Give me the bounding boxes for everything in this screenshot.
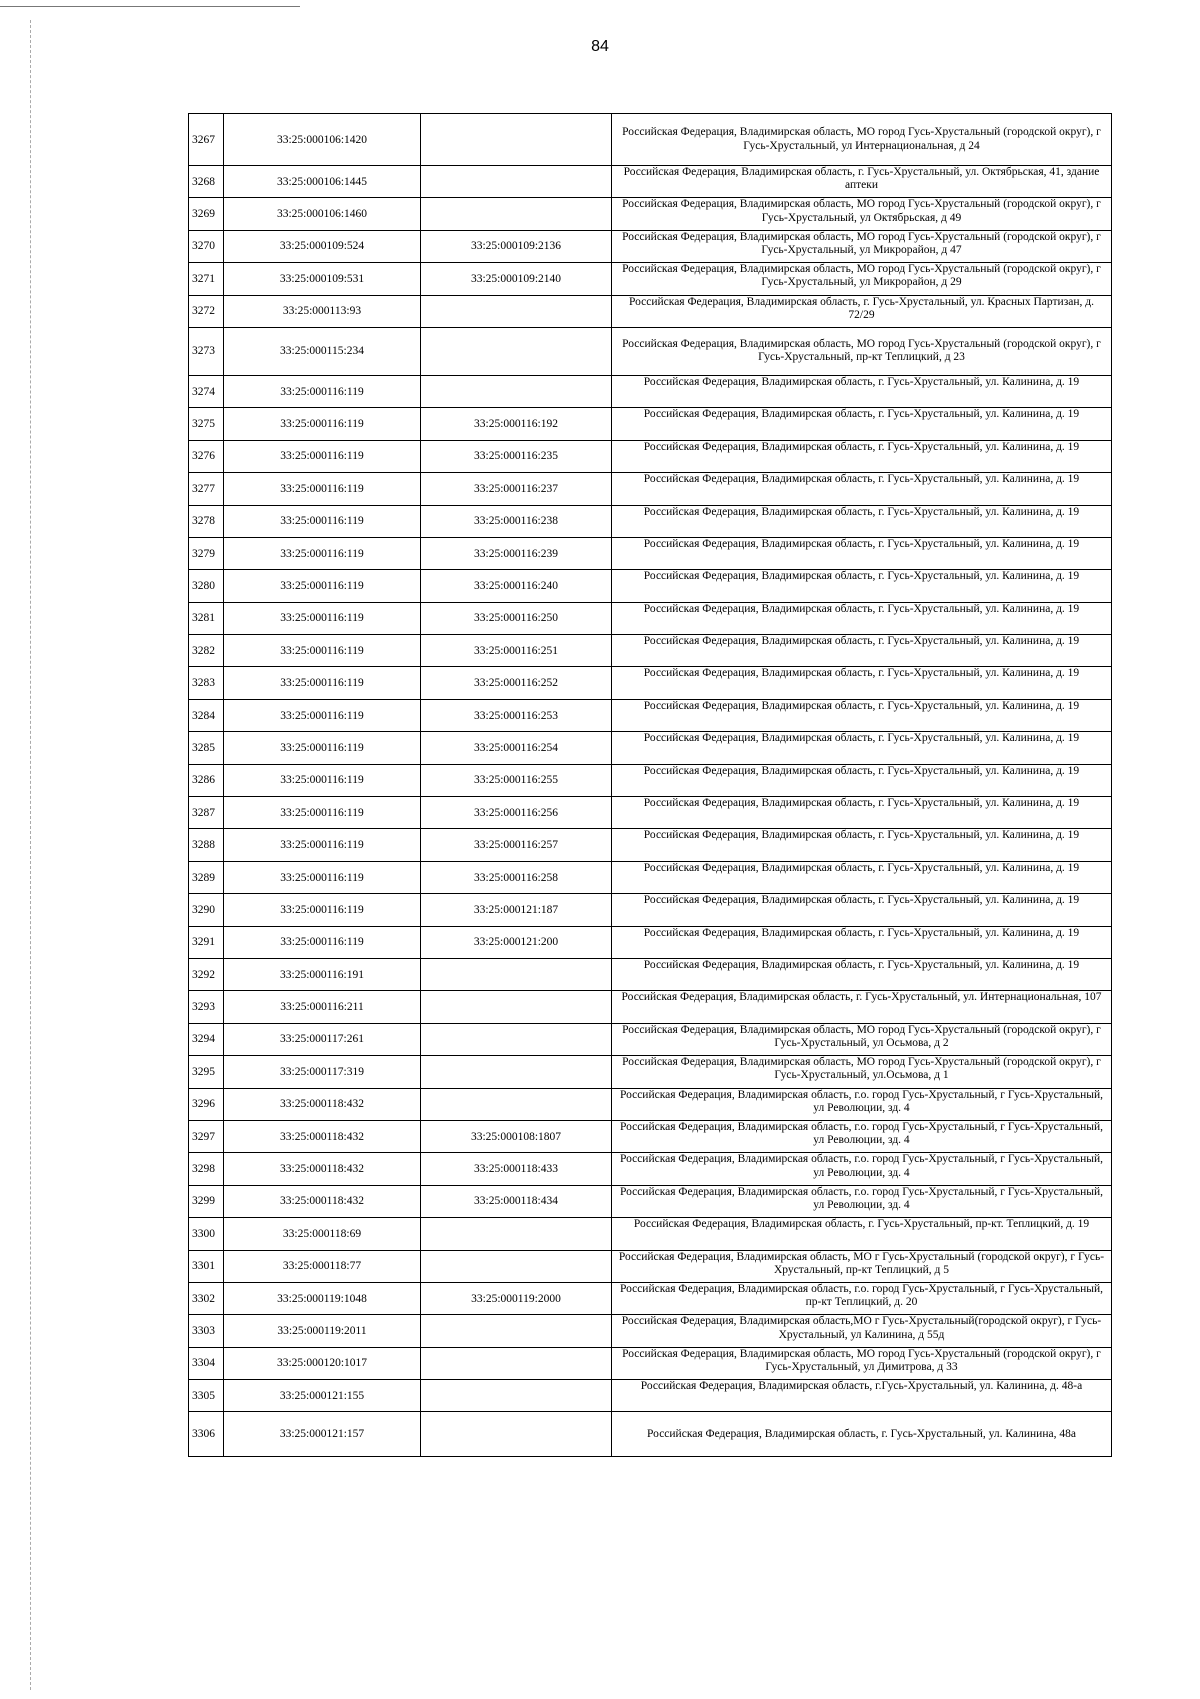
address-cell: Российская Федерация, Владимирская область, МО город Гусь-Хрустальный (городской округ), г Гусь-Хрустальный, пр-кт Теплицкий, д 23 — [612, 327, 1112, 375]
address-cell: Российская Федерация, Владимирская область, г. Гусь-Хрустальный, ул. Калинина, д. 19 — [612, 408, 1112, 440]
related-cadastral-number-cell — [421, 295, 612, 327]
cadastral-number-cell: 33:25:000116:119 — [224, 602, 421, 634]
related-cadastral-number-cell — [421, 198, 612, 230]
row-number-cell: 3275 — [189, 408, 224, 440]
table-row — [189, 1153, 1112, 1185]
related-cadastral-number-cell — [421, 1412, 612, 1457]
cadastral-number-cell: 33:25:000109:524 — [224, 230, 421, 262]
table-row — [189, 764, 1112, 796]
related-cadastral-number-cell: 33:25:000119:2000 — [421, 1282, 612, 1314]
cadastral-number-cell: 33:25:000116:191 — [224, 958, 421, 990]
related-cadastral-number-cell: 33:25:000116:258 — [421, 861, 612, 893]
related-cadastral-number-cell — [421, 375, 612, 407]
row-number-cell: 3288 — [189, 829, 224, 861]
cadastral-number-cell: 33:25:000109:531 — [224, 263, 421, 295]
related-cadastral-number-cell — [421, 1380, 612, 1412]
address-cell: Российская Федерация, Владимирская область, г. Гусь-Хрустальный, пр-кт. Теплицкий, д. 19 — [612, 1218, 1112, 1250]
address-cell: Российская Федерация, Владимирская область,МО г Гусь-Хрустальный(городской округ), г Гусь-Хрустальный, ул Калинина, д 55д — [612, 1315, 1112, 1347]
row-number-cell: 3273 — [189, 327, 224, 375]
cadastral-number-cell: 33:25:000117:319 — [224, 1056, 421, 1088]
table-row — [189, 440, 1112, 472]
row-number-cell: 3301 — [189, 1250, 224, 1282]
related-cadastral-number-cell: 33:25:000116:237 — [421, 473, 612, 505]
related-cadastral-number-cell: 33:25:000118:434 — [421, 1185, 612, 1217]
address-cell: Российская Федерация, Владимирская область, МО город Гусь-Хрустальный (городской округ), г Гусь-Хрустальный, ул Осьмова, д 2 — [612, 1023, 1112, 1055]
related-cadastral-number-cell: 33:25:000116:255 — [421, 764, 612, 796]
row-number-cell: 3286 — [189, 764, 224, 796]
table-row — [189, 1120, 1112, 1152]
cadastral-number-cell: 33:25:000116:119 — [224, 699, 421, 731]
cadastral-number-cell: 33:25:000116:119 — [224, 894, 421, 926]
row-number-cell: 3299 — [189, 1185, 224, 1217]
row-number-cell: 3291 — [189, 926, 224, 958]
address-cell: Российская Федерация, Владимирская область, г. Гусь-Хрустальный, ул. Калинина, д. 19 — [612, 667, 1112, 699]
address-cell: Российская Федерация, Владимирская область, г.о. город Гусь-Хрустальный, г Гусь-Хрустальный, пр-кт Теплицкий, д. 20 — [612, 1282, 1112, 1314]
cadastral-number-cell: 33:25:000116:119 — [224, 926, 421, 958]
table-row — [189, 797, 1112, 829]
address-cell: Российская Федерация, Владимирская область, г. Гусь-Хрустальный, ул. Калинина, д. 19 — [612, 732, 1112, 764]
cadastral-number-cell: 33:25:000116:119 — [224, 440, 421, 472]
row-number-cell: 3293 — [189, 991, 224, 1023]
cadastral-number-cell: 33:25:000116:119 — [224, 408, 421, 440]
related-cadastral-number-cell — [421, 1056, 612, 1088]
row-number-cell: 3279 — [189, 537, 224, 569]
table-row — [189, 230, 1112, 262]
related-cadastral-number-cell: 33:25:000116:240 — [421, 570, 612, 602]
cadastral-number-cell: 33:25:000106:1460 — [224, 198, 421, 230]
address-cell: Российская Федерация, Владимирская область, г. Гусь-Хрустальный, ул. Калинина, д. 19 — [612, 699, 1112, 731]
table-row — [189, 295, 1112, 327]
related-cadastral-number-cell: 33:25:000116:253 — [421, 699, 612, 731]
related-cadastral-number-cell — [421, 1315, 612, 1347]
address-cell: Российская Федерация, Владимирская область, г. Гусь-Хрустальный, ул. Калинина, д. 19 — [612, 375, 1112, 407]
row-number-cell: 3283 — [189, 667, 224, 699]
table-row — [189, 991, 1112, 1023]
table-row — [189, 473, 1112, 505]
row-number-cell: 3270 — [189, 230, 224, 262]
table-row — [189, 1315, 1112, 1347]
related-cadastral-number-cell: 33:25:000116:254 — [421, 732, 612, 764]
related-cadastral-number-cell — [421, 1218, 612, 1250]
table-row — [189, 114, 1112, 166]
related-cadastral-number-cell — [421, 1250, 612, 1282]
margin-rule — [30, 20, 31, 1690]
cadastral-number-cell: 33:25:000115:234 — [224, 327, 421, 375]
cadastral-number-cell: 33:25:000113:93 — [224, 295, 421, 327]
row-number-cell: 3295 — [189, 1056, 224, 1088]
cadastral-number-cell: 33:25:000116:119 — [224, 635, 421, 667]
address-cell: Российская Федерация, Владимирская область, г. Гусь-Хрустальный, ул. Калинина, д. 19 — [612, 570, 1112, 602]
address-cell: Российская Федерация, Владимирская область, МО г Гусь-Хрустальный (городской округ), г Гусь-Хрустальный, пр-кт Теплицкий, д 5 — [612, 1250, 1112, 1282]
cadastral-number-cell: 33:25:000116:211 — [224, 991, 421, 1023]
table-row — [189, 198, 1112, 230]
related-cadastral-number-cell: 33:25:000116:238 — [421, 505, 612, 537]
address-cell: Российская Федерация, Владимирская область, г. Гусь-Хрустальный, ул. Калинина, д. 19 — [612, 473, 1112, 505]
row-number-cell: 3302 — [189, 1282, 224, 1314]
table-row — [189, 829, 1112, 861]
cadastral-number-cell: 33:25:000106:1420 — [224, 114, 421, 166]
cadastral-number-cell: 33:25:000118:432 — [224, 1120, 421, 1152]
related-cadastral-number-cell: 33:25:000116:239 — [421, 537, 612, 569]
related-cadastral-number-cell: 33:25:000116:251 — [421, 635, 612, 667]
table-row — [189, 375, 1112, 407]
row-number-cell: 3267 — [189, 114, 224, 166]
cadastral-number-cell: 33:25:000116:119 — [224, 570, 421, 602]
related-cadastral-number-cell — [421, 1347, 612, 1379]
table-row — [189, 1056, 1112, 1088]
address-cell: Российская Федерация, Владимирская область, г.о. город Гусь-Хрустальный, г Гусь-Хрустальный, ул Революции, зд. 4 — [612, 1153, 1112, 1185]
top-rule — [0, 6, 300, 7]
row-number-cell: 3285 — [189, 732, 224, 764]
related-cadastral-number-cell — [421, 1088, 612, 1120]
cadastral-number-cell: 33:25:000118:77 — [224, 1250, 421, 1282]
table-row — [189, 263, 1112, 295]
row-number-cell: 3269 — [189, 198, 224, 230]
address-cell: Российская Федерация, Владимирская область, г. Гусь-Хрустальный, ул. Калинина, д. 19 — [612, 764, 1112, 796]
cadastral-number-cell: 33:25:000116:119 — [224, 505, 421, 537]
related-cadastral-number-cell: 33:25:000108:1807 — [421, 1120, 612, 1152]
address-cell: Российская Федерация, Владимирская область, г. Гусь-Хрустальный, ул. Калинина, д. 19 — [612, 602, 1112, 634]
table-row — [189, 1412, 1112, 1457]
table-row — [189, 1282, 1112, 1314]
cadastral-number-cell: 33:25:000116:119 — [224, 764, 421, 796]
table-row — [189, 505, 1112, 537]
related-cadastral-number-cell: 33:25:000109:2140 — [421, 263, 612, 295]
row-number-cell: 3298 — [189, 1153, 224, 1185]
row-number-cell: 3284 — [189, 699, 224, 731]
registry-table-body — [189, 114, 1112, 1457]
cadastral-number-cell: 33:25:000118:432 — [224, 1153, 421, 1185]
row-number-cell: 3282 — [189, 635, 224, 667]
cadastral-number-cell: 33:25:000116:119 — [224, 797, 421, 829]
row-number-cell: 3294 — [189, 1023, 224, 1055]
address-cell: Российская Федерация, Владимирская область, г. Гусь-Хрустальный, ул. Калинина, д. 19 — [612, 537, 1112, 569]
row-number-cell: 3280 — [189, 570, 224, 602]
related-cadastral-number-cell: 33:25:000118:433 — [421, 1153, 612, 1185]
related-cadastral-number-cell — [421, 991, 612, 1023]
address-cell: Российская Федерация, Владимирская область, г. Гусь-Хрустальный, ул. Интернациональная, 107 — [612, 991, 1112, 1023]
related-cadastral-number-cell — [421, 166, 612, 198]
related-cadastral-number-cell — [421, 114, 612, 166]
related-cadastral-number-cell — [421, 958, 612, 990]
row-number-cell: 3303 — [189, 1315, 224, 1347]
address-cell: Российская Федерация, Владимирская область, г.о. город Гусь-Хрустальный, г Гусь-Хрустальный, ул Революции, зд. 4 — [612, 1120, 1112, 1152]
address-cell: Российская Федерация, Владимирская область, МО город Гусь-Хрустальный (городской округ), г Гусь-Хрустальный, ул Октябрьская, д 49 — [612, 198, 1112, 230]
related-cadastral-number-cell: 33:25:000116:192 — [421, 408, 612, 440]
row-number-cell: 3278 — [189, 505, 224, 537]
table-row — [189, 1185, 1112, 1217]
row-number-cell: 3272 — [189, 295, 224, 327]
table-row — [189, 1088, 1112, 1120]
address-cell: Российская Федерация, Владимирская область, МО город Гусь-Хрустальный (городской округ), г Гусь-Хрустальный, ул Димитрова, д 33 — [612, 1347, 1112, 1379]
related-cadastral-number-cell: 33:25:000121:187 — [421, 894, 612, 926]
row-number-cell: 3297 — [189, 1120, 224, 1152]
table-row — [189, 732, 1112, 764]
row-number-cell: 3296 — [189, 1088, 224, 1120]
row-number-cell: 3268 — [189, 166, 224, 198]
table-row — [189, 926, 1112, 958]
related-cadastral-number-cell: 33:25:000116:256 — [421, 797, 612, 829]
table-row — [189, 408, 1112, 440]
table-row — [189, 894, 1112, 926]
table-row — [189, 861, 1112, 893]
row-number-cell: 3300 — [189, 1218, 224, 1250]
address-cell: Российская Федерация, Владимирская область, г. Гусь-Хрустальный, ул. Калинина, д. 19 — [612, 894, 1112, 926]
address-cell: Российская Федерация, Владимирская область, г.Гусь-Хрустальный, ул. Калинина, д. 48-а — [612, 1380, 1112, 1412]
related-cadastral-number-cell: 33:25:000121:200 — [421, 926, 612, 958]
table-row — [189, 537, 1112, 569]
address-cell: Российская Федерация, Владимирская область, МО город Гусь-Хрустальный (городской округ), г Гусь-Хрустальный, ул Интернациональная, д 24 — [612, 114, 1112, 166]
row-number-cell: 3276 — [189, 440, 224, 472]
address-cell: Российская Федерация, Владимирская область, г. Гусь-Хрустальный, ул. Калинина, д. 19 — [612, 861, 1112, 893]
row-number-cell: 3306 — [189, 1412, 224, 1457]
cadastral-number-cell: 33:25:000121:157 — [224, 1412, 421, 1457]
table-row — [189, 1347, 1112, 1379]
table-row — [189, 1023, 1112, 1055]
row-number-cell: 3292 — [189, 958, 224, 990]
address-cell: Российская Федерация, Владимирская область, г. Гусь-Хрустальный, ул. Калинина, 48а — [612, 1412, 1112, 1457]
cadastral-number-cell: 33:25:000120:1017 — [224, 1347, 421, 1379]
address-cell: Российская Федерация, Владимирская область, г. Гусь-Хрустальный, ул. Калинина, д. 19 — [612, 440, 1112, 472]
address-cell: Российская Федерация, Владимирская область, МО город Гусь-Хрустальный (городской округ), г Гусь-Хрустальный, ул.Осьмова, д 1 — [612, 1056, 1112, 1088]
address-cell: Российская Федерация, Владимирская область, г. Гусь-Хрустальный, ул. Октябрьская, 41, здание аптеки — [612, 166, 1112, 198]
cadastral-number-cell: 33:25:000116:119 — [224, 537, 421, 569]
cadastral-number-cell: 33:25:000116:119 — [224, 861, 421, 893]
table-row — [189, 327, 1112, 375]
table-row — [189, 667, 1112, 699]
table-row — [189, 699, 1112, 731]
table-row — [189, 1218, 1112, 1250]
row-number-cell: 3289 — [189, 861, 224, 893]
cadastral-number-cell: 33:25:000116:119 — [224, 375, 421, 407]
related-cadastral-number-cell: 33:25:000116:250 — [421, 602, 612, 634]
cadastral-number-cell: 33:25:000117:261 — [224, 1023, 421, 1055]
address-cell: Российская Федерация, Владимирская область, г.о. город Гусь-Хрустальный, г Гусь-Хрустальный, ул Революции, зд. 4 — [612, 1185, 1112, 1217]
table-row — [189, 570, 1112, 602]
related-cadastral-number-cell — [421, 327, 612, 375]
table-row — [189, 602, 1112, 634]
row-number-cell: 3281 — [189, 602, 224, 634]
page-number: 84 — [591, 38, 609, 55]
cadastral-number-cell: 33:25:000119:1048 — [224, 1282, 421, 1314]
related-cadastral-number-cell: 33:25:000116:252 — [421, 667, 612, 699]
registry-table — [188, 113, 1112, 1457]
address-cell: Российская Федерация, Владимирская область, МО город Гусь-Хрустальный (городской округ), г Гусь-Хрустальный, ул Микрорайон, д 47 — [612, 230, 1112, 262]
address-cell: Российская Федерация, Владимирская область, г. Гусь-Хрустальный, ул. Калинина, д. 19 — [612, 635, 1112, 667]
row-number-cell: 3290 — [189, 894, 224, 926]
table-row — [189, 635, 1112, 667]
row-number-cell: 3304 — [189, 1347, 224, 1379]
address-cell: Российская Федерация, Владимирская область, г. Гусь-Хрустальный, ул. Калинина, д. 19 — [612, 829, 1112, 861]
cadastral-number-cell: 33:25:000106:1445 — [224, 166, 421, 198]
table-row — [189, 166, 1112, 198]
cadastral-number-cell: 33:25:000118:432 — [224, 1185, 421, 1217]
address-cell: Российская Федерация, Владимирская область, г. Гусь-Хрустальный, ул. Калинина, д. 19 — [612, 505, 1112, 537]
cadastral-number-cell: 33:25:000116:119 — [224, 473, 421, 505]
related-cadastral-number-cell: 33:25:000109:2136 — [421, 230, 612, 262]
address-cell: Российская Федерация, Владимирская область, г. Гусь-Хрустальный, ул. Калинина, д. 19 — [612, 797, 1112, 829]
row-number-cell: 3287 — [189, 797, 224, 829]
row-number-cell: 3277 — [189, 473, 224, 505]
address-cell: Российская Федерация, Владимирская область, г.о. город Гусь-Хрустальный, г Гусь-Хрустальный, ул Революции, зд. 4 — [612, 1088, 1112, 1120]
cadastral-number-cell: 33:25:000116:119 — [224, 667, 421, 699]
cadastral-number-cell: 33:25:000116:119 — [224, 732, 421, 764]
row-number-cell: 3271 — [189, 263, 224, 295]
table-row — [189, 1250, 1112, 1282]
row-number-cell: 3274 — [189, 375, 224, 407]
address-cell: Российская Федерация, Владимирская область, г. Гусь-Хрустальный, ул. Красных Партизан, д. 72/29 — [612, 295, 1112, 327]
related-cadastral-number-cell: 33:25:000116:257 — [421, 829, 612, 861]
related-cadastral-number-cell — [421, 1023, 612, 1055]
cadastral-number-cell: 33:25:000118:432 — [224, 1088, 421, 1120]
table-row — [189, 1380, 1112, 1412]
address-cell: Российская Федерация, Владимирская область, г. Гусь-Хрустальный, ул. Калинина, д. 19 — [612, 926, 1112, 958]
row-number-cell: 3305 — [189, 1380, 224, 1412]
related-cadastral-number-cell: 33:25:000116:235 — [421, 440, 612, 472]
cadastral-number-cell: 33:25:000121:155 — [224, 1380, 421, 1412]
address-cell: Российская Федерация, Владимирская область, МО город Гусь-Хрустальный (городской округ), г Гусь-Хрустальный, ул Микрорайон, д 29 — [612, 263, 1112, 295]
cadastral-number-cell: 33:25:000118:69 — [224, 1218, 421, 1250]
address-cell: Российская Федерация, Владимирская область, г. Гусь-Хрустальный, ул. Калинина, д. 19 — [612, 958, 1112, 990]
table-row — [189, 958, 1112, 990]
cadastral-number-cell: 33:25:000119:2011 — [224, 1315, 421, 1347]
cadastral-number-cell: 33:25:000116:119 — [224, 829, 421, 861]
